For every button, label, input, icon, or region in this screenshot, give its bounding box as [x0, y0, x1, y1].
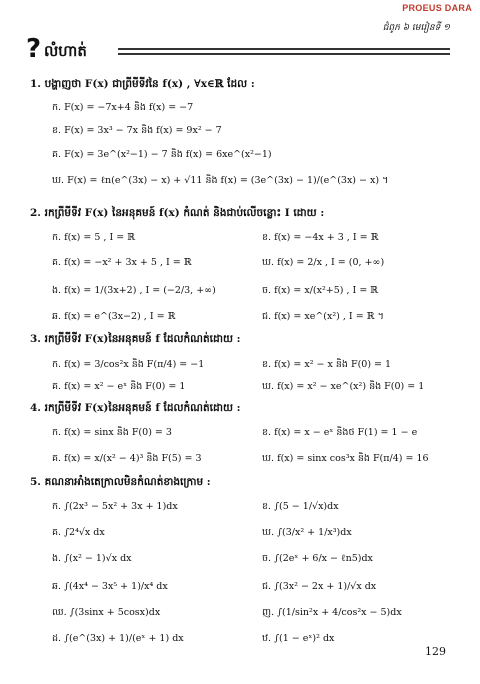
- q5-item: ក. ∫(2x³ − 5x² + 3x + 1)dx: [52, 501, 178, 512]
- q3-item: ក. f(x) = 3/cos²x និង F(π/4) = −1: [52, 359, 205, 370]
- q4-item: គ. f(x) = x/(x² − 4)³ និង F(5) = 3: [52, 453, 202, 464]
- q5-item: គ. ∫2⁴√x dx: [52, 527, 105, 538]
- q4-item: ឃ. f(x) = sinx cos³x និង F(π/4) = 16: [262, 453, 429, 464]
- q5-item: ជ. ∫(3x² − 2x + 1)/√x dx: [262, 581, 377, 592]
- q4-item: ក. f(x) = sinx និង F(0) = 3: [52, 427, 172, 438]
- q2-item: ឃ. f(x) = 2/x , I = (0, +∞): [262, 257, 385, 268]
- q5-item: ឃ. ∫(3/x² + 1/x³)dx: [262, 527, 352, 538]
- q1-item: ខ. F(x) = 3x³ − 7x និង f(x) = 9x² − 7: [52, 125, 222, 136]
- q3-item: ឃ. f(x) = x² − xe^(x²) និង F(0) = 1: [262, 381, 425, 392]
- q1-item: ឃ. F(x) = ℓn(e^(3x) − x) + √11 និង f(x) = (3e^(3x) − 1)/(e^(3x) − x) ។: [52, 175, 389, 186]
- brand-header: PROEUS DARA: [402, 3, 472, 13]
- q5-item: ង. ∫(x² − 1)√x dx: [52, 553, 132, 564]
- question-mark-icon: ?: [26, 34, 42, 64]
- q2-item: ក. f(x) = 5 , I = ℝ: [52, 232, 136, 243]
- chapter-label: ជំពូក ៦ មេរៀនទី ១: [382, 23, 450, 33]
- q2-item: ខ. f(x) = −4x + 3 , I = ℝ: [262, 232, 379, 243]
- q2-prompt: 2. រកព្រីមីទីវ F(x) នៃអនុគមន៍ f(x) កំណត់ និងជាប់លើចន្លោះ I ដោយ :: [30, 207, 325, 219]
- q5-item: ញ. ∫(1/sin²x + 4/cos²x − 5)dx: [262, 607, 402, 618]
- page-number: 129: [425, 645, 446, 658]
- q1-item: ក. F(x) = −7x+4 និង f(x) = −7: [52, 102, 194, 113]
- q3-item: គ. f(x) = x² − eˣ និង F(0) = 1: [52, 381, 186, 392]
- q1-prompt: 1. បង្ហាញថា F(x) ជាព្រីមីទីវនៃ f(x) , ∀x∈ℝ ដែល :: [30, 78, 255, 90]
- q3-item: ខ. f(x) = x² − x និង F(0) = 1: [262, 359, 392, 370]
- q2-item: ង. f(x) = 1/(3x+2) , I = (−2/3, +∞): [52, 285, 216, 296]
- q5-item: ឆ. ∫(4x⁴ − 3x⁵ + 1)/x⁴ dx: [52, 581, 168, 592]
- q5-item: ដ. ∫(e^(3x) + 1)/(eˣ + 1) dx: [52, 633, 184, 644]
- q2-item: ឆ. f(x) = e^(3x−2) , I = ℝ: [52, 311, 176, 322]
- q3-prompt: 3. រកព្រីមីទីវ F(x)នៃអនុគមន៍ f ដែលកំណត់ដោយ :: [30, 333, 241, 345]
- q5-prompt: 5. គណនាអាំងតេក្រាលមិនកំណត់ខាងក្រោម :: [30, 476, 211, 488]
- q2-item: ច. f(x) = x/(x²+5) , I = ℝ: [262, 285, 379, 296]
- q4-prompt: 4. រកព្រីមីទីវ F(x)នៃអនុគមន៍ f ដែលកំណត់ដោយ :: [30, 402, 241, 414]
- q5-item: ឈ. ∫(3sinx + 5cosx)dx: [52, 607, 161, 618]
- q5-item: ខ. ∫(5 − 1/√x)dx: [262, 501, 339, 512]
- q2-item: គ. f(x) = −x² + 3x + 5 , I = ℝ: [52, 257, 192, 268]
- q4-item: ខ. f(x) = x − eˣ និងថ F(1) = 1 − e: [262, 427, 418, 438]
- q1-item: គ. F(x) = 3e^(x²−1) − 7 និង f(x) = 6xe^(x²−1): [52, 149, 272, 160]
- title-rule-bottom: [118, 53, 450, 55]
- q2-item: ជ. f(x) = xe^(x²) , I = ℝ ។: [262, 311, 384, 322]
- section-title: លំហាត់: [44, 42, 87, 60]
- q5-item: ឋ. ∫(1 − eˣ)² dx: [262, 633, 335, 644]
- q5-item: ច. ∫(2eˣ + 6/x − ℓn5)dx: [262, 553, 373, 564]
- title-rule-top: [118, 48, 450, 50]
